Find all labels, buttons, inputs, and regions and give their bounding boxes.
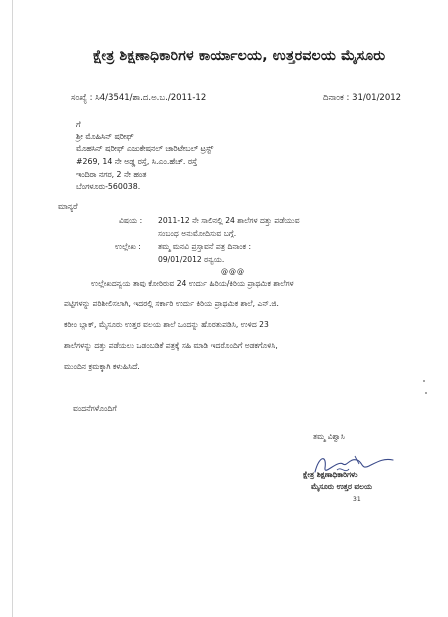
recipient-line: ಮೊಹಸಿನ್ ಷರೀಫ್ ಎಜುಕೇಷನಲ್ ಚಾರಿಟೇಬಲ್ ಟ್ರಸ್ಟ್ <box>76 144 214 153</box>
body-line: ಕರೀಂ ಬ್ಲಾಕ್, ಮೈಸೂರು ಉತ್ತರ ವಲಯ ಶಾಲೆ ಒಂದನ್ನು ಹೊರತುಪಡಿಸಿ, ಉಳಿದ 23 <box>64 320 269 329</box>
seal-line: ಮೈಸೂರು ಉತ್ತರ ವಲಯ <box>311 482 372 491</box>
body-line: ಶಾಲೆಗಳನ್ನು ದತ್ತು ಪಡೆಯಲು ಒಡಂಬಡಿಕೆ ಪತ್ರಕ್ಕೆ ಸಹಿ ಮಾಡಿ ಇದರೊಂದಿಗೆ ಅಡಕಗೊಳಿಸಿ, <box>64 341 278 350</box>
section-divider: @@@ <box>221 268 245 276</box>
scan-speck <box>425 392 427 394</box>
reference-number: ಸಂಖ್ಯೆ : ಸಿ4/3541/ಶಾ.ದ.ಅ.ಬ./2011-12 <box>71 93 207 103</box>
recipient-line: ಬೆಂಗಳೂರು-560038. <box>76 182 141 191</box>
letterhead-title: ಕ್ಷೇತ್ರ ಶಿಕ್ಷಣಾಧಿಕಾರಿಗಳ ಕಾರ್ಯಾಲಯ, ಉತ್ತರವಲಯ ಮೈಸೂರು <box>93 48 386 64</box>
letter-page <box>12 0 445 617</box>
sign-off: ತಮ್ಮ ವಿಶ್ವಾಸಿ <box>313 432 345 441</box>
signature-seal <box>297 450 417 530</box>
reference-line: 09/01/2012 ರನ್ವಯ. <box>158 255 225 264</box>
scan-speck <box>423 380 425 382</box>
body-line: ಪಟ್ಟಿಗಳನ್ನು ಪರಿಶೀಲಿಸಲಾಗಿ, ಇದರಲ್ಲಿ ಸರ್ಕಾರಿ ಉರ್ದು ಕಿರಿಯ ಪ್ರಾಥಮಿಕ ಶಾಲೆ, ಎನ್.ಜಿ. <box>64 299 279 308</box>
salutation: ಮಾನ್ಯರೆ <box>58 202 78 211</box>
reference-line: ತಮ್ಮ ಮನವಿ ಪ್ರಸ್ತಾವನೆ ಪತ್ರ ದಿನಾಂಕ : <box>158 242 252 251</box>
recipient-line: ಇಂದಿರಾ ನಗರ, 2 ನೇ ಹಂತ <box>76 170 147 179</box>
letter-date: ದಿನಾಂಕ : 31/01/2012 <box>323 93 402 103</box>
seal-line: ಕ್ಷೇತ್ರ ಶಿಕ್ಷಣಾಧಿಕಾರಿಗಳು <box>303 470 358 479</box>
recipient-line: #269, 14 ನೇ ಅಡ್ಡ ರಸ್ತೆ, ಸಿ.ಎಂ.ಹೆಚ್. ರಸ್ತೆ <box>76 157 198 166</box>
subject-label: ವಿಷಯ : <box>119 216 143 225</box>
seal-line: 31 <box>353 496 361 503</box>
subject-line: 2011-12 ನೇ ಸಾಲಿನಲ್ಲಿ 24 ಶಾಲೆಗಳ ದತ್ತು ಪಡೆಯುವ <box>158 216 300 225</box>
body-line: ಮುಂದಿನ ಕ್ರಮಕ್ಕಾಗಿ ಕಳುಹಿಸಿದೆ. <box>64 362 140 371</box>
closing: ವಂದನೆಗಳೊಂದಿಗೆ <box>73 404 117 413</box>
body-line: ಉಲ್ಲೇಖದನ್ವಯ ತಾವು ಕೋರಿರುವ 24 ಉರ್ದು ಹಿರಿಯ/ಕಿರಿಯ ಪ್ರಾಥಮಿಕ ಶಾಲೆಗಳ <box>91 279 294 288</box>
recipient-line: ಶ್ರೀ ಮೊಹಿಸಿನ್ ಷರೀಫ್ <box>76 132 134 141</box>
reference-label: ಉಲ್ಲೇಖ : <box>115 242 141 251</box>
recipient-line: ಗೆ <box>76 120 81 129</box>
subject-line: ಸಂಬಂಧ ಅನುಮೋದಿಸುವ ಬಗ್ಗೆ. <box>158 229 237 238</box>
